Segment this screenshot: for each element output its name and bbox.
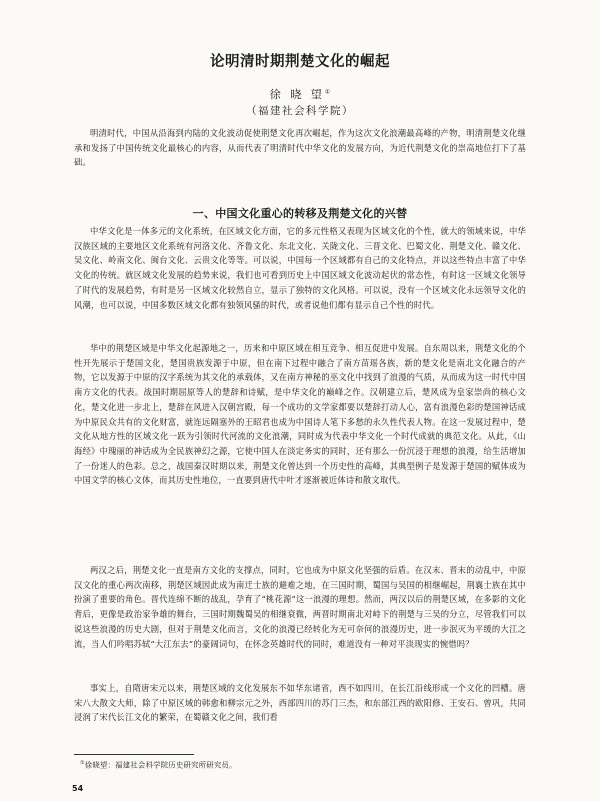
body-paragraph-1: 中华文化是一体多元的文化系统，在区域文化方面，它的多元性格又表现为区域文化的个性，就大的领域来说，中华汉族区域的主要地区文化系统有河洛文化、齐鲁文化、东北文化、关陇文化、三晋文化、巴蜀文化、荆楚文化、赣文化、吴文化、岭南文化、闽台文化、云贵文化等等。可以说，中国每一个区域都有自己的文化特点，并以这些特点丰富了中华文化的传统。就区域文化发展的趋势来说，我们也可看到历史上中国区域文化波动起伏的常态性，有时这一区域文化领导了时代的发展趋势，有时是另一区域文化较然自立，显示了独特的文化风格。可以说，没有一个区域文化永远领导文化的风潮，也可以说，中国多数区域文化都有独领风骚的时代，或者说他们都有显示自己个性的时代。 xyxy=(74,226,526,310)
footnote-mark: ① xyxy=(80,760,85,766)
author-line xyxy=(0,86,600,102)
author-name: 徐 晓 望 xyxy=(269,88,325,101)
body-paragraph-4: 事实上，自隋唐宋元以来，荆楚区域的文化发展东不如华东诸省，西不如四川，在长江沿线形成一个文化的凹槽。唐宋八大散文大师，除了中原区域的韩愈和柳宗元之外，西部四川的苏门三杰，和东部江西的欧阳修、王安石、曾巩，共同浸润了宋代长江文化的繁荣，在蜀赣文化之间，我们看 xyxy=(74,683,526,723)
footnote-divider xyxy=(74,754,194,755)
article-title: 论明清时期荆楚文化的崛起 xyxy=(210,54,390,70)
footnote xyxy=(80,760,237,770)
body-paragraph-2: 华中的荆楚区域是中华文化起源地之一，历来和中原区域在相互竞争、相互促进中发展。自东周以来，荆楚文化的个性开先展示于楚国文化，楚国贵族发源于中原，但在南下过程中融合了南方苗瑶各族，新的楚文化是南北文化融合的产物，它以发源于中原的汉字系统为其文化的承载体，又在南方神秘的巫文化中找到了浪漫的气质，从而成为这一时代中国南方文化的代表。战国时期屈原等人的楚辞和诗赋，是中华文化的巅峰之作。汉朝建立后，楚风成为皇家崇尚的核心文化，楚文化进一步北上，楚辞在风进入汉朝宫殿，每一个成功的文学家都要以楚辞打动人心，富有浪漫色彩的楚国神话成为中原民众共有的文化财富，就连远隔塞外的王昭君也成为中国诗人笔下多愁的永久性代表人物。在这一发展过程中，楚文化从地方性的区域文化一跃为引领时代河流的文化浪潮，同时成为代表中华文化一个时代成就的典范文化。从此，《山海经》中瑰丽的神话成为全民族神幻之源，它使中国人在淡定务实的同时，还有那么一份沉浸于理想的浪漫，给生活增加了一份迷人的色彩。总之，战国秦汉时期以来，荆楚文化曾达到一个历史性的高峰，其典型例子是发源于楚国的赋体成为中国文学的核心文体，而其历史性地位，一直要到唐代中叶才逐渐被近体诗和散文取代。 xyxy=(74,343,526,486)
page-number: 54 xyxy=(72,784,84,793)
footnote-text: 徐晓望：福建社会科学院历史研究所研究员。 xyxy=(84,760,237,770)
body-paragraph-3: 两汉之后，荆楚文化一直是南方文化的支撑点，同时，它也成为中原文化坚强的后盾。在汉末、晋末的动乱中，中原汉文化的重心两次南移，荆楚区域因此成为南迁士族的避难之地，在三国时期，蜀国与吴国的相继崛起，荆襄士族在其中扮演了重要的角色。晋代连绵不断的战乱，孕育了“桃花源”这一浪漫的理想。然而，两汉以后的荆楚区域，在多影的文化背后，更像是政治家争雄的舞台，三国时期魏蜀吴的相继衰微，两晋时期南北对峙下的荆楚与三吴的分立，尽管我们可以说这些浪漫的历史大剧，但对于荆楚文化而言，文化的浪漫已经转化为无可奈何的浪漫历史，进一步泯灭为平缓的大江之流，当人们吟唱苏轼“大江东去”的豪阔词句，在怀念英雄时代的同时，难道没有一种对平淡现实的惋惜吗？ xyxy=(74,565,526,649)
author-affiliation: （福建社会科学院） xyxy=(246,105,354,117)
section-heading: 一、中国文化重心的转移及荆楚文化的兴替 xyxy=(192,207,408,220)
author-footnote-mark: ① xyxy=(324,88,331,96)
abstract-paragraph: 明清时代，中国从沿海到内陆的文化波动促使荆楚文化再次崛起，作为这次文化浪潮最高峰的产物，明清荆楚文化继承和发扬了中国传统文化最核心的内容，从而代表了明清时代中华文化的发展方向，为近代荆楚文化的崇高地位打下了基础。 xyxy=(74,128,526,168)
